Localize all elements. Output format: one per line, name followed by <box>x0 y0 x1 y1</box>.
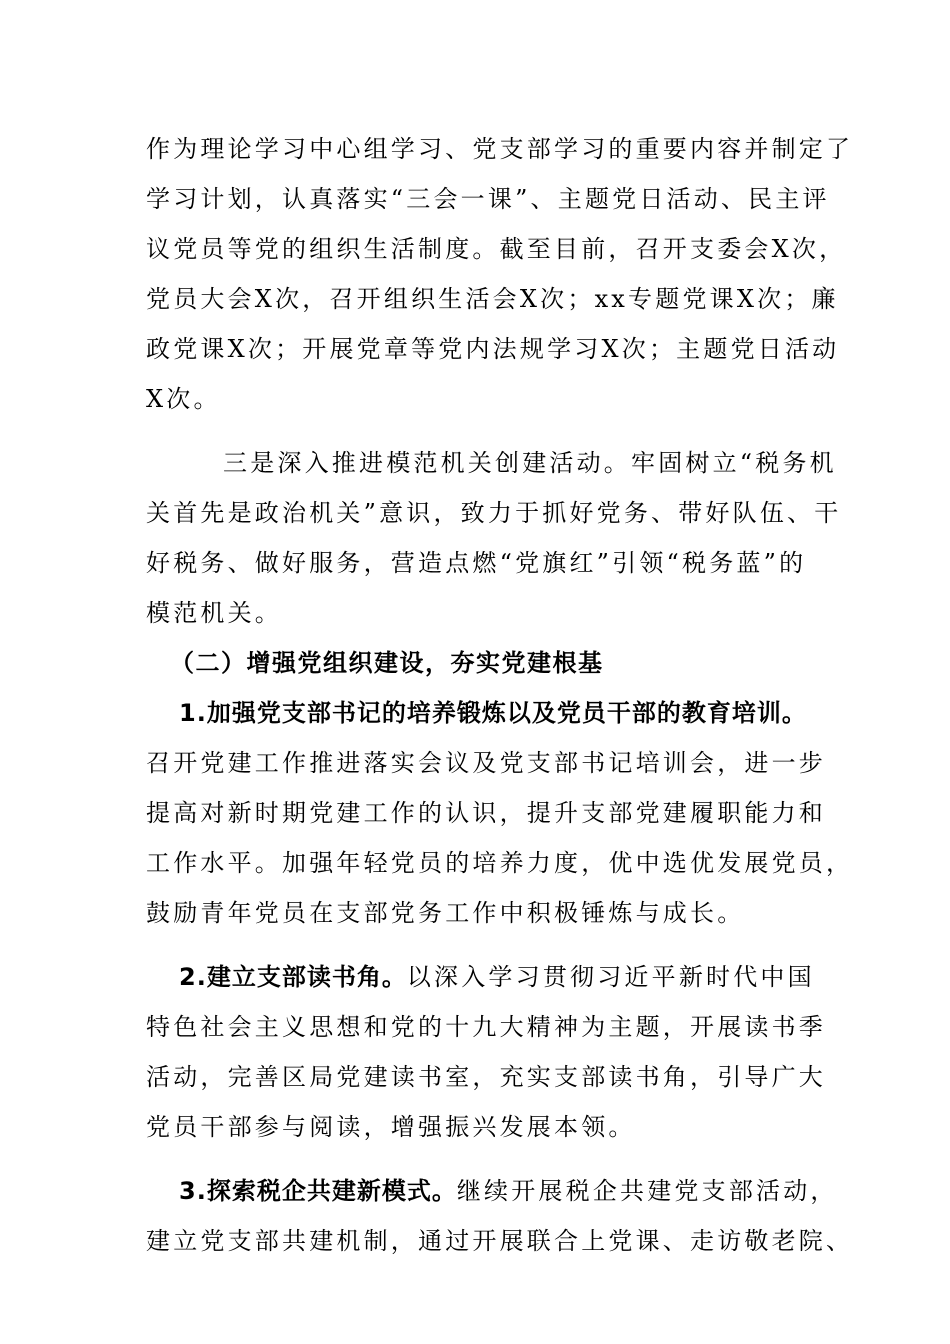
text-line <box>146 1166 838 1216</box>
item-title: 1.加强党支部书记的培养锻炼以及党员干部的教育培训。 <box>179 699 807 727</box>
item-text: 以深入学习贯彻习近平新时代中国 <box>406 963 815 991</box>
document-page <box>146 124 854 1266</box>
text-line <box>146 952 818 1002</box>
text-line: 鼓励青年党员在支部党务工作中积极锤炼与成长。 <box>146 899 745 927</box>
text-line: 建立党支部共建机制，通过开展联合上党课、走访敬老院、 <box>146 1227 854 1255</box>
text-line: 召开党建工作推进落实会议及党支部书记培训会，进一步 <box>146 749 826 777</box>
item-reading-corner <box>146 952 826 1152</box>
item-title: 3.探索税企共建新模式。 <box>179 1177 457 1205</box>
text-line: 党员干部参与阅读，增强振兴发展本领。 <box>146 1113 636 1141</box>
paragraph-model-agency <box>146 438 842 638</box>
text-line: 好税务、做好服务，营造点燃“党旗红”引领“税务蓝”的 <box>146 549 807 577</box>
text-line: 议党员等党的组织生活制度。截至目前，召开支委会X次， <box>146 235 847 263</box>
text-line: 关首先是政治机关”意识，致力于抓好党务、带好队伍、干 <box>146 499 842 527</box>
paragraph-study-system <box>146 124 854 424</box>
text-line: 活动，完善区局党建读书室，充实支部读书角，引导广大 <box>146 1063 826 1091</box>
text-line: 党员大会X次，召开组织生活会X次；xx专题党课X次；廉 <box>146 285 839 313</box>
item-text: 继续开展税企共建党支部活动， <box>456 1177 838 1205</box>
text-line: 三是深入推进模范机关创建活动。牢固树立“税务机 <box>223 449 837 477</box>
text-line: 学习计划，认真落实“三会一课”、主题党日活动、民主评 <box>146 185 830 213</box>
text-line: 作为理论学习中心组学习、党支部学习的重要内容并制定了 <box>146 135 854 163</box>
section-heading <box>146 638 818 688</box>
item-tax-enterprise-cobuild <box>146 1166 854 1266</box>
text-line: 提高对新时期党建工作的认识，提升支部党建履职能力和 <box>146 799 826 827</box>
text-line: X次。 <box>146 385 221 413</box>
item-party-secretary-training <box>146 688 854 938</box>
item-title: 2.建立支部读书角。 <box>179 963 407 991</box>
text-line: 工作水平。加强年轻党员的培养力度，优中选优发展党员， <box>146 849 854 877</box>
text-line: 特色社会主义思想和党的十九大精神为主题，开展读书季 <box>146 1013 826 1041</box>
section-heading-text: （二）增强党组织建设，夯实党建根基 <box>170 649 604 677</box>
text-line: 政党课X次；开展党章等党内法规学习X次；主题党日活动 <box>146 335 840 363</box>
text-line: 模范机关。 <box>146 599 282 627</box>
